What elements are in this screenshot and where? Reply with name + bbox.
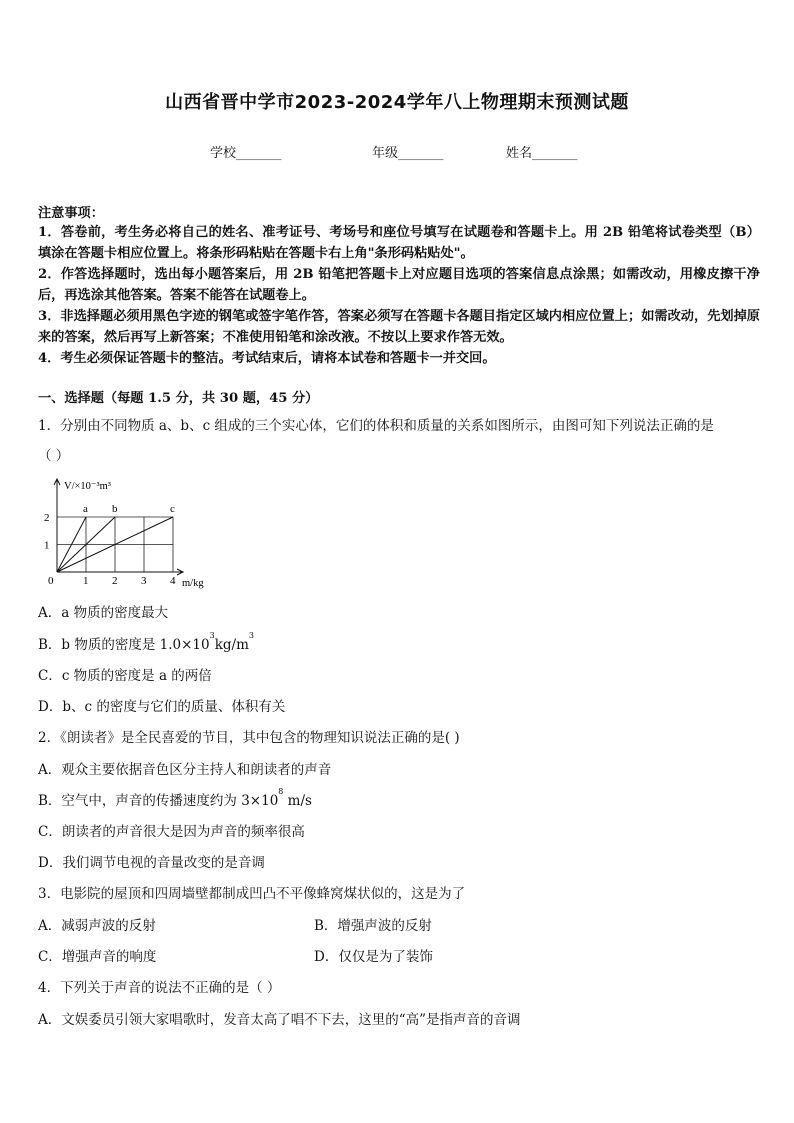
notice-heading: 注意事项：: [38, 206, 104, 221]
x-tick-label: 1: [83, 575, 89, 587]
q1-stem: 1．分别由不同物质 a、b、c 组成的三个实心体，它们的体积和质量的关系如图所示，由图可知下列说法正确的是: [38, 418, 714, 434]
q2-option-d: D．我们调节电视的音量改变的是音调: [38, 855, 265, 871]
x-tick-label: 4: [170, 575, 176, 587]
q3-stem: 3．电影院的屋顶和四周墙壁都制成凹凸不平像蜂窝煤状似的，这是为了: [38, 886, 466, 902]
page-title: 山西省晋中学市2023-2024学年八上物理期末预测试题: [165, 92, 629, 113]
y-axis-label: V/×10⁻³m³: [64, 481, 111, 492]
q1-option-c: C．c 物质的密度是 a 的两倍: [38, 668, 212, 684]
notice-item-2: 2．作答选择题时，选出每小题答案后，用 2B 铅笔把答题卡上对应题目选项的答案信息点涂黑；如需改动，用橡皮擦干净后，再选涂其他答案。答案不能答在试题卷上。: [38, 267, 760, 304]
series-label-b: b: [112, 503, 118, 515]
series-label-a: a: [83, 503, 88, 515]
notice-item-4: 4．考生必须保证答题卡的整洁。考试结束后，请将本试卷和答题卡一并交回。: [38, 351, 496, 366]
section-heading: 一、选择题（每题 1.5 分，共 30 题，45 分）: [38, 391, 319, 406]
series-label-c: c: [170, 503, 175, 515]
x-tick-label: 0: [48, 575, 54, 587]
notice-item-1: 1．答卷前，考生务必将自己的姓名、准考证号、考场号和座位号填写在试题卷和答题卡上。用 2B 铅笔将试卷类型（B）填涂在答题卡相应位置上。将条形码粘贴在答题卡右上角"条形码粘贴处"。: [38, 225, 760, 262]
name-blank: _______: [532, 146, 578, 161]
x-tick-label: 3: [141, 575, 147, 587]
q3-option-b: B．增强声波的反射: [314, 918, 432, 934]
chart-axes: [54, 479, 183, 575]
name-field: [506, 142, 578, 161]
q2-option-b: B．空气中，声音的传播速度约为 $3\times 10^8$ m/s: [38, 787, 312, 809]
q4-stem: 4．下列关于声音的说法不正确的是（ ）: [38, 980, 281, 996]
q2-stem: 2．《朗读者》是全民喜爱的节目，其中包含的物理知识说法正确的是( ): [38, 730, 460, 746]
x-tick-label: 2: [112, 575, 118, 587]
grade-label: 年级: [372, 146, 399, 161]
name-label: 姓名: [506, 146, 533, 161]
y-tick-label: 1: [44, 539, 50, 552]
q3-option-d: D．仅仅是为了装饰: [314, 949, 433, 965]
y-tick-label: 2: [44, 512, 50, 524]
q2-option-c: C．朗读者的声音很大是因为声音的频率很高: [38, 824, 305, 840]
q1-option-b: B．b 物质的密度是 $1.0\times 10^3kg/m^3$: [38, 631, 254, 653]
q4-option-a: A．文娱委员引领大家唱歌时，发音太高了唱不下去，这里的“高”是指声音的音调: [38, 1012, 521, 1028]
school-blank: _______: [236, 146, 282, 161]
volume-mass-chart: [38, 474, 218, 594]
grade-blank: _______: [398, 146, 444, 161]
q1-answer-paren: （ ）: [38, 448, 70, 464]
q3-option-c: C．增强声音的响度: [38, 949, 157, 965]
q2-option-a: A．观众主要依据音色区分主持人和朗读者的声音: [38, 762, 332, 778]
q3-option-a: A．减弱声波的反射: [38, 918, 156, 934]
grade-field: [372, 142, 444, 161]
notice-item-3: 3．非选择题必须用黑色字迹的钢笔或签字笔作答，答案必须写在答题卡各题目指定区域内相应位置上；如需改动，先划掉原来的答案，然后再写上新答案；不准使用铅笔和涂改液。不按以上要求作答无效。: [38, 309, 760, 346]
q1-option-d: D．b、c 的密度与它们的质量、体积有关: [38, 699, 286, 715]
x-axis-label: m/kg: [182, 578, 204, 589]
school-field: [210, 142, 282, 161]
school-label: 学校: [210, 146, 237, 161]
q1-option-a: A．a 物质的密度最大: [38, 605, 169, 621]
